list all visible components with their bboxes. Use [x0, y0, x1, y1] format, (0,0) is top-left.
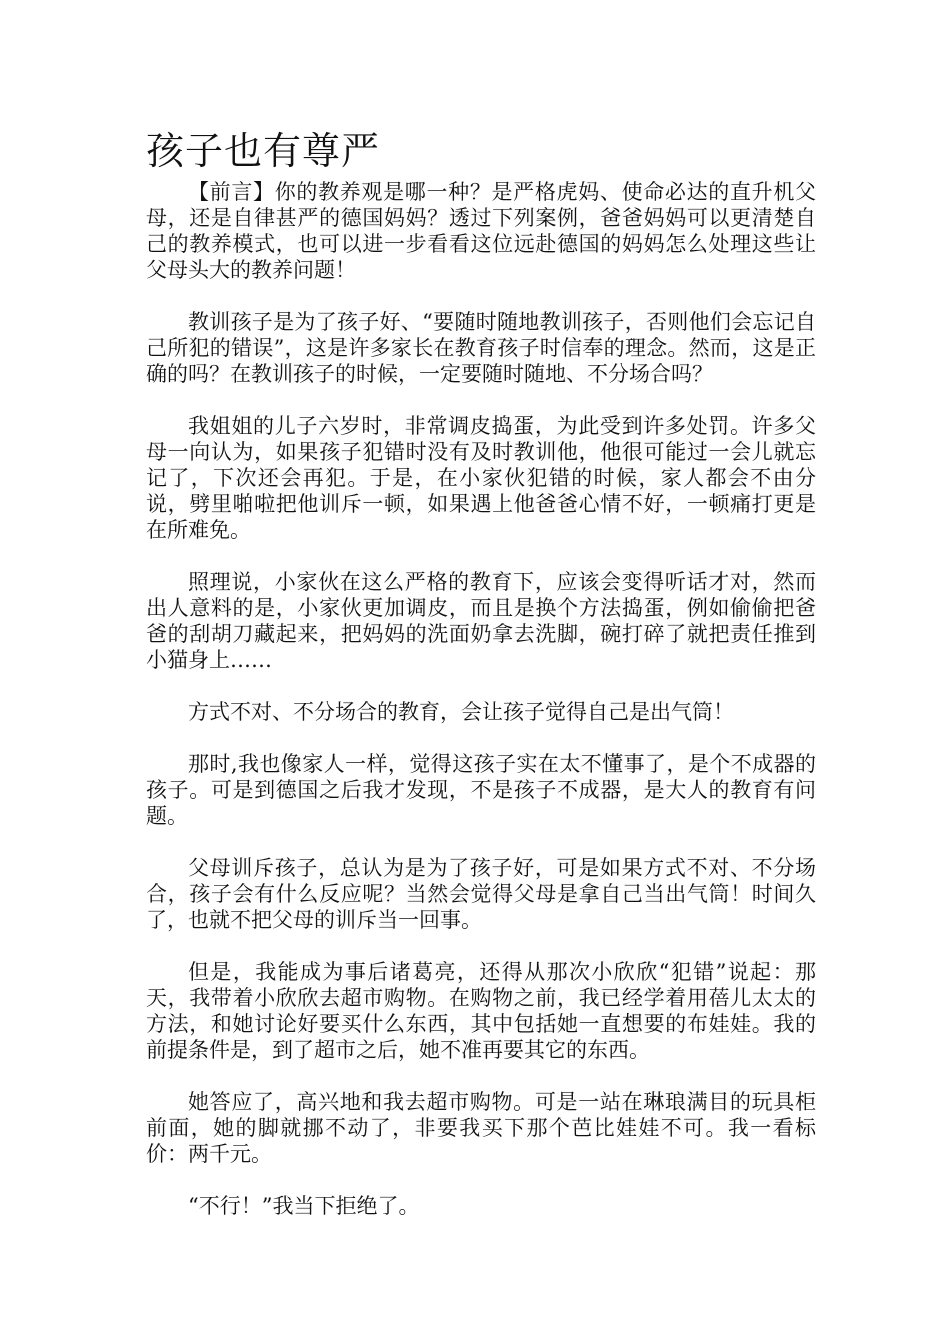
- paragraph: 教训孩子是为了孩子好、“要随时随地教训孩子，否则他们会忘记自己所犯的错误”，这是许多家长在教育孩子时信奉的理念。然而，这是正确的吗？在教训孩子的时候，一定要随时随地、不分场合吗？: [146, 310, 816, 386]
- paragraph: 照理说，小家伙在这么严格的教育下，应该会变得听话才对，然而出人意料的是，小家伙更加调皮，而且是换个方法捣蛋，例如偷偷把爸爸的刮胡刀藏起来，把妈妈的洗面奶拿去洗脚，碗打碎了就把责任推到小猫身上……: [146, 570, 816, 672]
- paragraph-preface: 【前言】你的教养观是哪一种？是严格虎妈、使命必达的直升机父母，还是自律甚严的德国妈妈？透过下列案例，爸爸妈妈可以更清楚自己的教养模式，也可以进一步看看这位远赴德国的妈妈怎么处理这些让父母头大的教养问题！: [146, 180, 816, 282]
- paragraph: 我姐姐的儿子六岁时，非常调皮捣蛋，为此受到许多处罚。许多父母一向认为，如果孩子犯错时没有及时教训他，他很可能过一会儿就忘记了，下次还会再犯。于是，在小家伙犯错的时候，家人都会不由分说，劈里啪啦把他训斥一顿，如果遇上他爸爸心情不好，一顿痛打更是在所难免。: [146, 414, 816, 542]
- paragraph: 她答应了，高兴地和我去超市购物。可是一站在琳琅满目的玩具柜前面，她的脚就挪不动了，非要我买下那个芭比娃娃不可。我一看标价：两千元。: [146, 1090, 816, 1166]
- paragraph: 那时,我也像家人一样，觉得这孩子实在太不懂事了，是个不成器的孩子。可是到德国之后我才发现，不是孩子不成器，是大人的教育有问题。: [146, 752, 816, 828]
- document-title: 孩子也有尊严: [146, 129, 381, 173]
- paragraph: 方式不对、不分场合的教育，会让孩子觉得自己是出气筒！: [188, 700, 734, 724]
- paragraph: 但是，我能成为事后诸葛亮，还得从那次小欣欣“犯错”说起：那天，我带着小欣欣去超市购物。在购物之前，我已经学着用蓓儿太太的方法，和她讨论好要买什么东西，其中包括她一直想要的布娃娃。我的前提条件是，到了超市之后，她不准再要其它的东西。: [146, 960, 816, 1062]
- document-page: [146, 125, 816, 1245]
- paragraph-quote: “不行！”我当下拒绝了。: [188, 1194, 420, 1218]
- paragraph: 父母训斥孩子，总认为是为了孩子好，可是如果方式不对、不分场合，孩子会有什么反应呢？当然会觉得父母是拿自己当出气筒！时间久了，也就不把父母的训斥当一回事。: [146, 856, 816, 932]
